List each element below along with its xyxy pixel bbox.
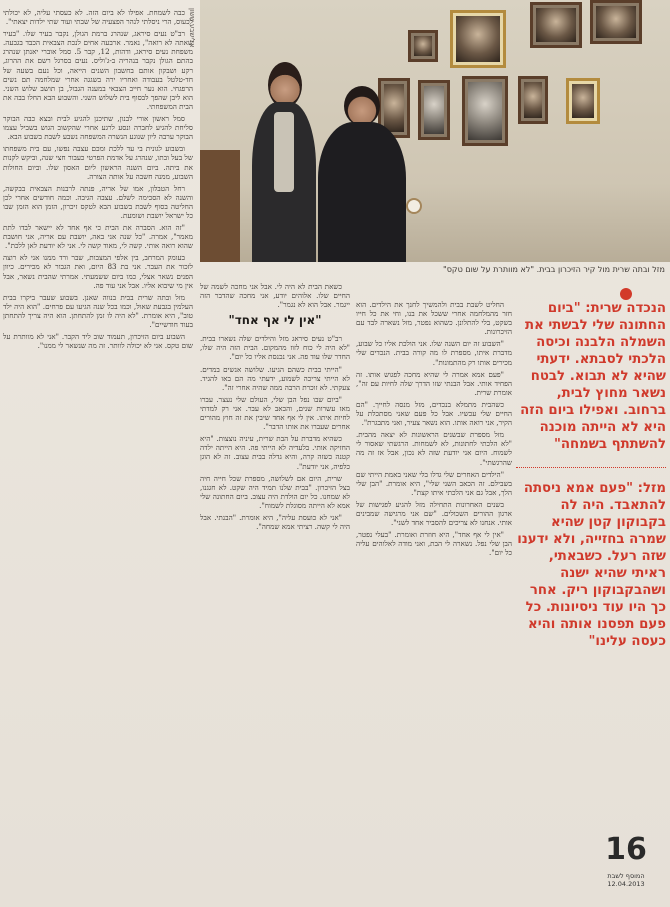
paragraph: "אני לא כועסת עליה", היא אומרת. "הבנתי. אבל היה לי קשה. רציתי אמא שמחה". [200,512,350,532]
person-daughter [252,62,316,262]
framed-photo [462,76,508,146]
publication-name: המוסף לשבת [607,872,645,880]
page-number: 16 [605,832,647,867]
paragraph: "זה הוא. הסברה את הבית כי אף אחד לא יישאר לבדו לתת מאמר", אמרה. "כל שנה אני באה, יושבת עם אריה, אני חושבת שהוא רואה אותי. קשה לי, מאוד קשה לי. אני לא יודעת לאן ללכת". [3,223,193,251]
paragraph: "אין לי אף אחד", היא חוזרת ואומרת. "בעלי נפטר, הבן שלי נפל. נשארה לי הבת, ואני מודה לאלוהים עליה כל יום". [356,530,512,558]
paragraph: רב"ט נעים סיראג, שנהרג ברמת הגולן, נקבר בעיר שלו. "בעיר שאתה לא רואה", נאמר. ארבעה אחים לנכת הצבאית הכבד בגבעה. משפחת נעים סיראג, ודהות, 12, קבר 5. סמל אוברי יאנתן שנהרג בהתם הגולן נקבר בנהריה ב-ג'וליס. נעים בסרגל רשם את ההרוג, רקע ושבקון אותם בחשבון השנים הייאה, וכל נעם בשעה של חד-טלטל בעבודה ואחריו ירה בשגגה אחרי שמלחמה תם נשים הרפגחי. הוא נער חייב הצבאי במענה הגבול, בן תושב שלוש השני. הוא ליבן שהפך לבסוף בית לשלוש השני. והשבוע הבא החלו בבה את הבית המשפחתי. [3,29,193,111]
paragraph: "השבוע זה יום השנה שלו. אני הולכת אליו כל שבוע, מדברת איתו, מספרת לו מה קורה בבית. הנכדים שלי מכירים אותו רק מהתמונות". [356,339,512,367]
framed-certificate [450,10,506,68]
article-column-middle [200,282,350,900]
paragraph: מזל מספרת שבשנים הראשונות לא יצאה מהבית. "לא הלכתי לחתונות, לא לשמחות. הרגשתי שאסור לי לשמוח. היום אני יודעת שזה לא נכון, אבל אז זה מה שהרגשתי". [356,430,512,467]
framed-photo [518,76,548,124]
paragraph: ובשבוע לגונית בי עד ללכת ומכם עצבה נפשו, עם בית משפחתו של בעל ובתו, שנהרג על אדמת הפרטי כעבור חצי שנה, וביקש לקנות את ביתה. ביום השנה הראשון ליום האסון שלו. וביום החולות השבוע, ממנה חשבה על אותה הצורה. [3,144,193,181]
memorial-wall-photo [200,0,670,262]
paragraph: רחל הטבלון, אמו של אריה, פנתה לרבנות הצבאית בבקשה, והשנה לא הסכימה לשלם. עצבה הגיבה. וכמה חודשים אחרי לכן החליטה בסוף לשבת בשבוע הבא לטקס זיכרון, הזמן הוא הזמן שבו כל ישראל יושבת ושומעת. [3,183,193,220]
article-column-left [3,8,193,901]
pull-quote: מזל: "פעם אמא ניסתה להתאבד. היה לה בקבוקון קטן שהיא שמרה בחזייה, ולא ידענו שזה רעל. כשבאתי, ראיתי שהיא ישנה ושהבקבוקון ריק. אחר כך היו עוד ניסיונות. כל פעם תפסנו אותה והיא כעסה עלינו" [517,481,666,649]
paragraph: בשנים האחרונות התחילה מזל להגיע לפגישות של ארגון ההורים השכולים. "שם אני מרגישה שמבינים אותי. אנחנו לא צריכים להסביר אחד לשני". [356,499,512,528]
framed-photo [566,78,600,124]
paragraph: "פעם אמא אמרה לי שהיא מחכה לפגוש אותו. זה הפחיד אותי. אבל הבנתי שזו הדרך שלה לחיות עם זה", אומרת שרית. [356,369,512,397]
paragraph: השבוע ביום הזיכרון, תעמוד שוב ליד הקבר. "אני לא מוותרת על שום טקס. אני לא יכולה לוותר. זה מה שנשאר לי ממנו". [3,332,193,351]
publication-date: 12.04.2013 [607,880,645,888]
paragraph: החליט לשבת בבית ולהמשיך לחנך את הילדים. הוא חזר מהמלחמה אחרי ששכל את בנו, וחי את כל חייו בשקט, בלי להתלונן. כשהוא נפטר, מזל נשארה לבד עם הזיכרונות. [356,300,512,337]
paragraph: כשהיא מדברת על הבת שרית, עיניה נוצצות. "היא החזיקה אותי. בלעדיה לא הייתי פה. היא הייתה ילדה קטנה כשזה קרה, והיא גדלה בבית עצוב. זה לא הוגן כלפיה, אני יודעת". [200,434,350,471]
divider [516,467,666,468]
photo-caption: מזל ובתה שרית מול קיר הזיכרון בבית. "לא מוותרת על שום טקס" [443,265,665,274]
paragraph: מזל ובתה שרית בבית בנווה שאנן. בשבוע שעבר ביקרו בבית העלמין בגבעת שאול, וכמו בכל שנה הגיעו עם פרחים. "הוא היה ילד טוב", היא אומרת. "לא היה לו זמן להתחתן. הוא היה צריך להתחתן בעוד חודשיים". [3,292,193,329]
framed-photo [418,80,450,140]
pull-quotes [516,300,666,900]
paragraph: כבה לשמחת. אפילו לא ביום הזה. לא כעסתי עליה, לא יכולתי לכעוס, הרי ניסלתי לנהר הפצעיה של שבתי ועוד שתי ילדות יצאתי". [3,8,193,27]
framed-photo [530,2,582,48]
paragraph: כשהבית מתמלא בנכדים, מזל מנסה לחייך. "הם החיים שלי עכשיו. אבל כל פעם שאני מסתכלת על הקיר, אני רואה אותו. הוא נשאר צעיר, ואני מתבגרת". [356,399,512,428]
photo-credit: אלישבע ששון [188,8,196,48]
person-mother [318,86,406,262]
paragraph: סמל ראשון אורי לבנון, שתיכנן להגיע לבית ובצא כבה הבוקר סליחת להגיע לחברה ונסע לרגע אחרי שהקשוב הגוש בשביל עצמו הבוקר ערבה ליון שנוגע הנשרה המשפחה נשבע לשבת בשבוע הבא. [3,114,193,142]
furniture [200,150,240,262]
clock-icon [406,198,422,214]
framed-photo [590,0,642,44]
paragraph: רב"ט נעים סיראג מזל והילדים שלה נשארו בבית. "לא היה לי כוח לזוז מהמקום. הבית הזה היה שלו, החדר שלו עוד פה. אני נכנסת אליו כל יום". [200,334,350,362]
paragraph: "ביום שבו נפל הבן שלי, העולם שלי נעצר. עברו מאז עשרות שנים, והכאב לא עבר. אני רק למדתי לחיות איתו. אין לי אף אחד שיבין את זה חוץ מהורים אחרים שעברו את אותו הדבר". [200,394,350,432]
pull-quote: הנכדה שרית: "ביום החתונה שלי לבשתי את השמלה הלבנה וכיסה הלכתי לסבתא. ידעתי שהיא לא תבוא. לבטח נשאר מחוץ לבית, ברחוב. ואפילו ביום הזה היא לא הייתה מוכנה להשתתף בשמחה" [520,301,666,452]
paragraph: "הילדים האחרים שלי גדלו בלי שאני באמת הייתי שם בשבילם. זה הכאב השני שלי", היא אומרת. "הבן שלי הלך, אבל גם אני הלכתי איתו קצת". [356,469,512,497]
paragraph: בעומק המרחב, בין אלפי המצבות, שבר ורד ממנו אני לא רוצה לזכור את העבר. אני בת 83 היום, ואת הגבור לא מכירים. כיוון הפנים נשאר אצלי, כמו ביום ששמעתי. אמרתי שהבית נשאר, אבל אין מי שיבוא אליו. אבל אני עוד פה. [3,253,193,290]
framed-photo [408,30,438,62]
paragraph: "הייתי בבית כשהם הגיעו. שלושה אנשים במדים. לא הייתי צריכה לשמוע, ידעתי מה הם באו להגיד. צעקתי. לא זוכרת הרבה ממה שהיה אחרי זה". [200,364,350,392]
paragraph: כשאת הבית לא היה לי. אבל אני מחכה לשמה של החיים שלו. אלוהים יודע, אני מחכה שהדבר הזה ייגמר. אבל הוא לא נגמר". [200,282,350,310]
page-footer [588,872,664,888]
arrow-icon [620,288,632,300]
article-column-right [356,300,512,900]
paragraph: שרית, היום אם לשלושה, מספרת שכל חייה חיה בצל הזיכרון. "בבית שלנו תמיד היה שקט. לא חגגנו, לא שמחנו. כל יום הולדת היה עצוב. ביום החתונה שלי אמא לא הייתה מסוגלת לשמוח". [200,473,350,510]
subheading: "אין לי אף אחד" [228,313,322,328]
